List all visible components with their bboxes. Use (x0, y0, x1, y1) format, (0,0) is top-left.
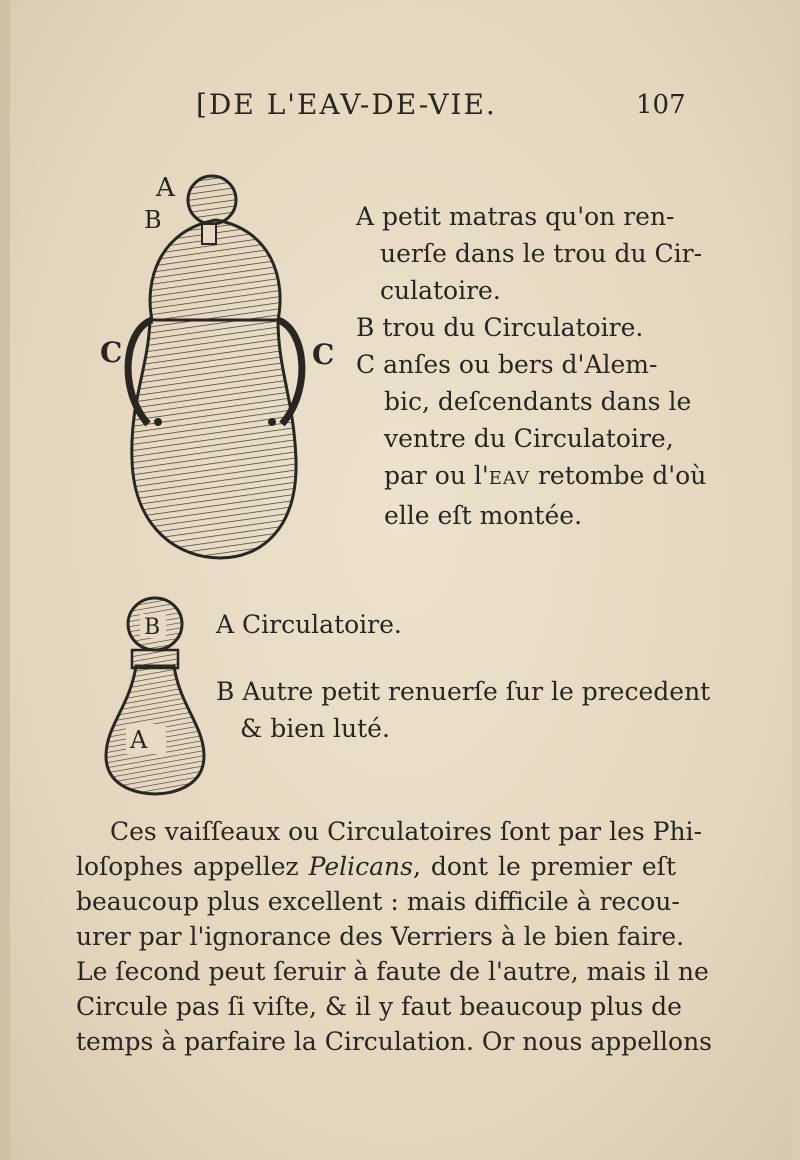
legend-line: B trou du Circulatoire. (356, 313, 644, 342)
page-header (196, 88, 696, 128)
text-line: beaucoup plus excellent : mais difficile à recou- (76, 887, 680, 916)
circulatory-vessel-figure (100, 170, 340, 570)
figure1-legend (356, 198, 706, 534)
label-a: A (130, 726, 148, 754)
label-a: A (156, 173, 175, 203)
legend-line: A Circulatoire. (216, 610, 402, 639)
page-edge-right (792, 0, 800, 1160)
simple-circulatory-figure (100, 596, 210, 800)
legend-line: bic, deſcendants dans le (384, 387, 692, 416)
legend-line: B Autre petit renuerſe ſur le precedent (216, 677, 711, 706)
legend-line: C anſes ou bers d'Alem- (356, 350, 658, 379)
text-line: Circule pas ſi viſte, & il y faut beaucoup plus de (76, 992, 682, 1021)
page-number: 107 (636, 90, 686, 120)
figure2-legend (216, 606, 710, 747)
label-b: B (144, 206, 162, 234)
legend-line: ventre du Circulatoire, (384, 424, 674, 453)
body-paragraph (76, 814, 712, 1059)
label-c-right: C (312, 338, 335, 371)
running-title: [DE L'EAV-DE-VIE. (196, 88, 497, 121)
legend-line: elle eſt montée. (384, 501, 583, 530)
label-c-left: C (100, 336, 123, 369)
legend-line: & bien luté. (240, 714, 390, 743)
label-b: B (144, 615, 161, 640)
text-line: temps à parfaire la Circulation. Or nous appellons (76, 1027, 712, 1056)
legend-line: par ou l'EAV retombe d'où (384, 461, 707, 490)
legend-line: uerſe dans le trou du Cir- (380, 239, 703, 268)
text-line: loſophes appellez Pelicans, dont le premier eſt (76, 852, 676, 881)
text-line: urer par l'ignorance des Verriers à le bien faire. (76, 922, 685, 951)
italic-term: Pelicans (308, 852, 413, 881)
page-edge-left (0, 0, 10, 1160)
text-line: Ces vaiſſeaux ou Circulatoires ſont par les Phi- (110, 817, 703, 846)
legend-line: culatoire. (380, 276, 501, 305)
legend-line: A petit matras qu'on ren- (356, 202, 675, 231)
text-line: Le ſecond peut ſeruir à faute de l'autre, mais il ne (76, 957, 709, 986)
